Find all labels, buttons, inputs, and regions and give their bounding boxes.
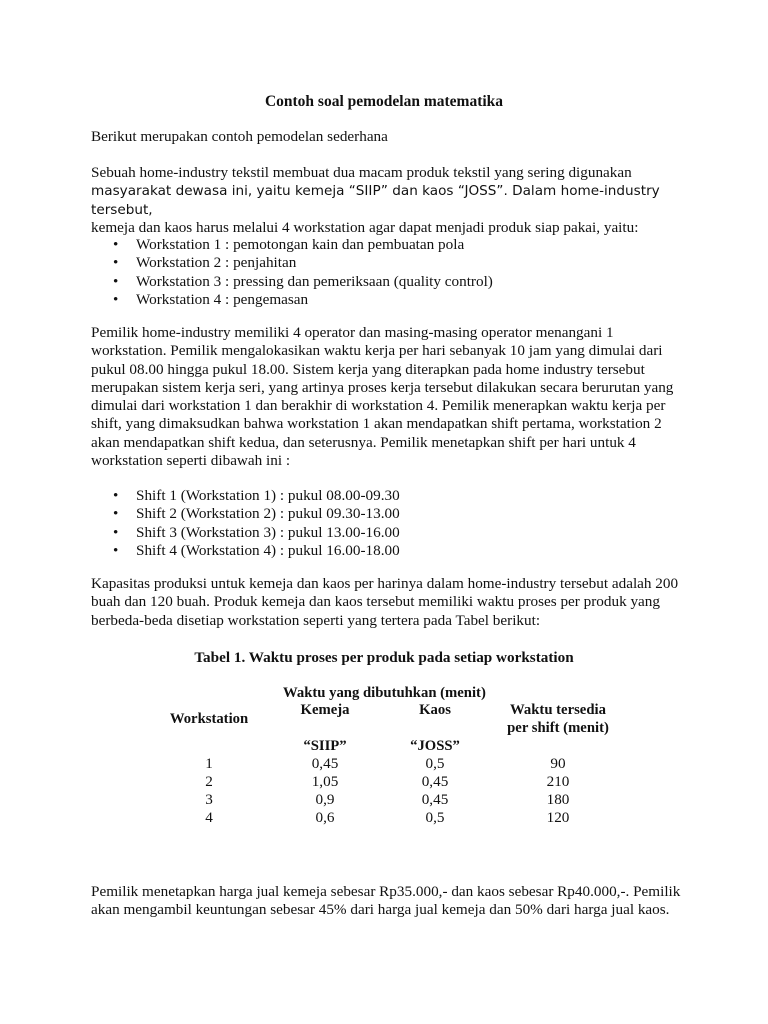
bullet-icon: • (113, 523, 119, 541)
bullet-icon: • (113, 487, 119, 504)
list-item: • Workstation 3 : pressing dan pemeriksaan (quality control) (113, 272, 493, 290)
list-item: • Workstation 1 : pemotongan kain dan pembuatan pola (113, 236, 465, 253)
bullet-icon: • (113, 290, 119, 308)
list-item: • Shift 1 (Workstation 1) : pukul 08.00-09.30 (113, 487, 400, 504)
desc-line-3: kemeja dan kaos harus melalui 4 workstation agar dapat menjadi produk siap pakai, yaitu: (91, 218, 639, 236)
header-group: Waktu yang dibutuhkan (menit) (283, 685, 486, 701)
operators-paragraph: Pemilik home-industry memiliki 4 operator dan masing-masing operator menangani 1 workstation. Pemilik mengalokasikan waktu kerja per hari sebanyak 10 jam yang dimulai dari pukul 08.00 hingga pukul 18.00. Sistem kerja yang diterapkan pada home industry tersebut merupakan sistem kerja seri, yang artinya proses kerja tersebut dilakukan secara berurutan yang dimulai dari workstation 1 dan berakhir di workstation 4. Pemilik menerapkan waktu kerja per shift, yang dimaksudkan bahwa workstation 1 akan mendapatkan shift pertama, workstation 2 akan mendapatkan shift kedua, dan seterusnya. Pemilik menetapkan shift per hari untuk 4 workstation seperti dibawah ini : (91, 324, 674, 470)
subheader-kemeja: “SIIP” (303, 738, 347, 754)
list-item: • Shift 4 (Workstation 4) : pukul 16.00-18.00 (113, 541, 400, 559)
header-kaos: Kaos (419, 702, 451, 718)
intro-paragraph: Berikut merupakan contoh pemodelan sederhana (91, 128, 388, 145)
table-cell: 2 (205, 773, 213, 790)
capacity-paragraph: Kapasitas produksi untuk kemeja dan kaos per harinya dalam home-industry tersebut adalah 200 buah dan 120 buah. Produk kemeja dan kaos tersebut memiliki waktu proses per produk yang berbeda-beda disetiap workstation seperti yang tertera pada Tabel berikut: (91, 575, 679, 629)
shift-list (91, 487, 400, 560)
table-cell: 0,45 (421, 773, 449, 790)
bullet-icon: • (113, 505, 119, 523)
header-kemeja: Kemeja (300, 702, 350, 718)
table-cell: 4 (205, 809, 213, 826)
page-title: Contoh soal pemodelan matematika (264, 93, 504, 110)
table-cell: 1 (205, 755, 213, 772)
table-cell: 210 (546, 773, 570, 790)
table-cell: 180 (546, 791, 570, 808)
table-cell: 1,05 (311, 773, 339, 790)
list-item: • Workstation 2 : penjahitan (113, 254, 297, 272)
workstation-list (91, 236, 493, 309)
desc-line-2b: Dalam home-industry tersebut, (91, 183, 660, 218)
list-item: • Shift 3 (Workstation 3) : pukul 13.00-16.00 (113, 523, 400, 541)
table-cell: 0,45 (421, 791, 449, 808)
header-available-2: per shift (menit) (507, 720, 609, 736)
bullet-icon: • (113, 236, 119, 253)
bullet-icon: • (113, 541, 119, 559)
desc-line-2a: masyarakat dewasa ini, yaitu kemeja “SIIP” dan kaos “JOSS”. (91, 183, 508, 200)
bullet-icon: • (113, 272, 119, 290)
subheader-kaos: “JOSS” (410, 738, 460, 754)
table-cell: 0,5 (425, 755, 445, 772)
table-cell: 0,5 (425, 809, 445, 826)
list-item: • Workstation 4 : pengemasan (113, 290, 309, 308)
table-cell: 0,9 (315, 791, 335, 808)
table-cell: 120 (546, 809, 570, 826)
table-caption: Tabel 1. Waktu proses per produk pada setiap workstation (194, 649, 574, 666)
list-item: • Shift 2 (Workstation 2) : pukul 09.30-13.00 (113, 505, 400, 523)
table-cell: 90 (550, 755, 566, 772)
table-cell: 0,45 (311, 755, 339, 772)
table-cell: 0,6 (315, 809, 335, 826)
bullet-icon: • (113, 254, 119, 272)
table-cell: 3 (205, 791, 213, 808)
description-paragraph (91, 164, 691, 237)
price-paragraph: Pemilik menetapkan harga jual kemeja sebesar Rp35.000,- dan kaos sebesar Rp40.000,-. Pemilik akan mengambil keuntungan sebesar 45% dari harga jual kemeja dan 50% dari harga jual kaos. (91, 883, 681, 919)
desc-line-1: Sebuah home-industry tekstil membuat dua macam produk tekstil yang sering digunakan (91, 164, 632, 181)
header-workstation: Workstation (169, 711, 249, 727)
header-available-1: Waktu tersedia (510, 702, 606, 718)
